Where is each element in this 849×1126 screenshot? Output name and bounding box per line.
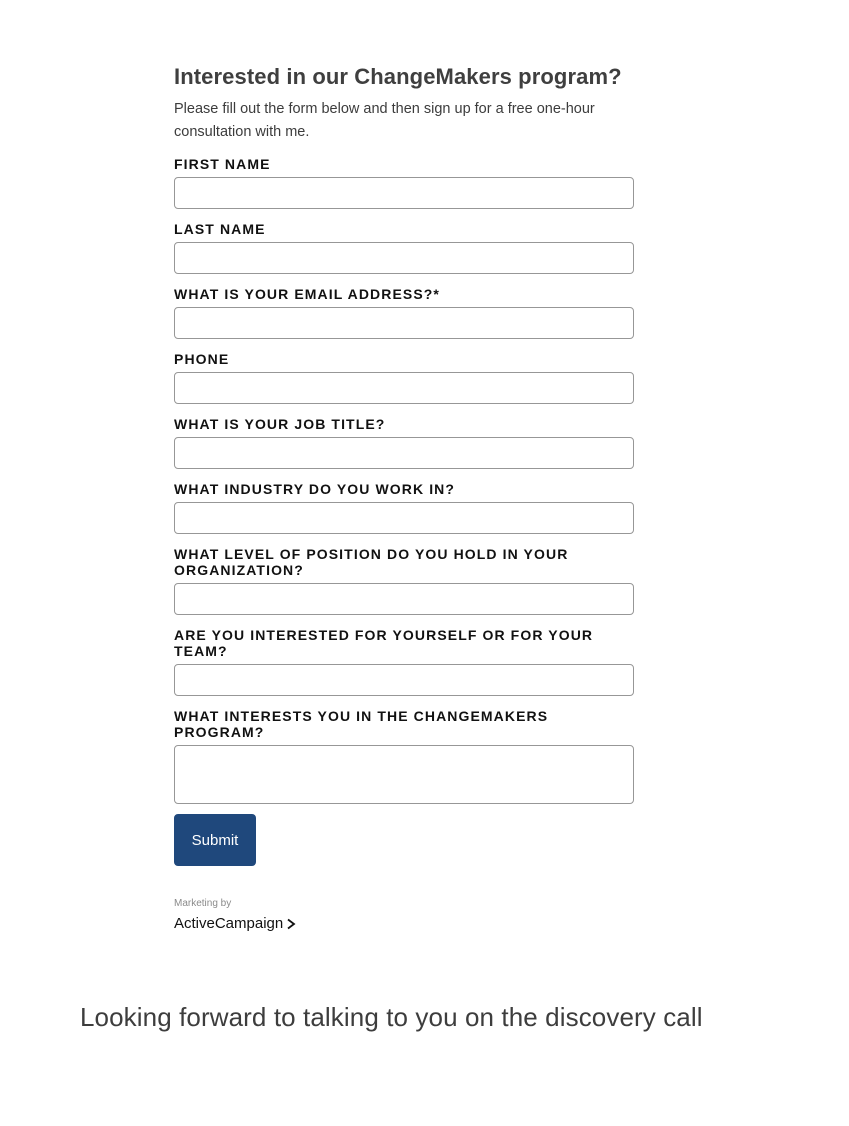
phone-input[interactable] — [174, 372, 634, 404]
field-last-name — [174, 221, 634, 274]
industry-label: WHAT INDUSTRY DO YOU WORK IN? — [174, 481, 456, 497]
field-phone — [174, 351, 634, 404]
position-level-label: WHAT LEVEL OF POSITION DO YOU HOLD IN YOUR ORGANIZATION? — [174, 546, 569, 578]
industry-input[interactable] — [174, 502, 634, 534]
submit-button[interactable]: Submit — [174, 814, 256, 866]
activecampaign-logo-text: ActiveCampaign — [174, 915, 284, 932]
last-name-input[interactable] — [174, 242, 634, 274]
first-name-label: FIRST NAME — [174, 156, 271, 172]
field-interest-audience — [174, 627, 634, 696]
last-name-label: LAST NAME — [174, 221, 266, 237]
field-program-interest — [174, 708, 634, 804]
job-title-label: WHAT IS YOUR JOB TITLE? — [174, 416, 386, 432]
interest-audience-label: ARE YOU INTERESTED FOR YOURSELF OR FOR YOUR TEAM? — [174, 627, 594, 659]
first-name-input[interactable] — [174, 177, 634, 209]
field-industry — [174, 481, 634, 534]
activecampaign-link[interactable] — [174, 915, 296, 933]
phone-label: PHONE — [174, 351, 230, 367]
field-first-name — [174, 156, 634, 209]
email-input[interactable] — [174, 307, 634, 339]
job-title-input[interactable] — [174, 437, 634, 469]
closing-message: Looking forward to talking to you on the discovery call — [80, 1002, 703, 1032]
marketing-by-text: Marketing by — [174, 898, 232, 909]
field-email — [174, 286, 634, 339]
field-position-level — [174, 546, 634, 615]
marketing-branding — [174, 898, 634, 933]
form-title: Interested in our ChangeMakers program? — [174, 64, 622, 89]
signup-form — [174, 66, 634, 933]
program-interest-label: WHAT INTERESTS YOU IN THE CHANGEMAKERS PROGRAM? — [174, 708, 549, 740]
program-interest-textarea[interactable] — [174, 745, 634, 804]
chevron-right-icon — [286, 918, 296, 930]
position-level-input[interactable] — [174, 583, 634, 615]
field-job-title — [174, 416, 634, 469]
form-description: Please fill out the form below and then sign up for a free one-hour consultation with me. — [174, 101, 595, 140]
interest-audience-input[interactable] — [174, 664, 634, 696]
email-label: WHAT IS YOUR EMAIL ADDRESS?* — [174, 286, 440, 302]
